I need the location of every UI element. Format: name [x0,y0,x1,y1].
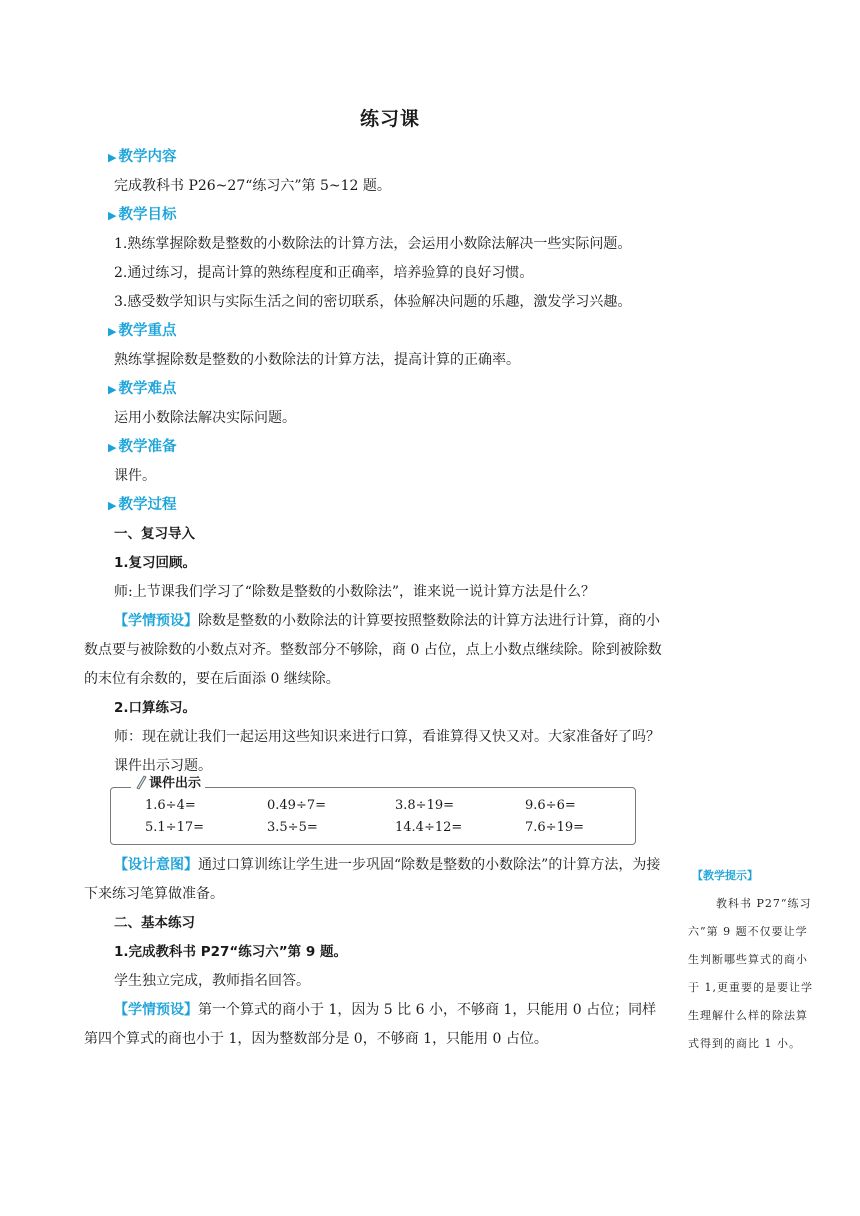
step3-text: 学生独立完成，教师指名回答。 [114,973,310,989]
triangle-icon: ▶ [108,383,117,396]
exercise-item: 9.6÷6= [525,798,576,813]
triangle-icon: ▶ [108,151,117,164]
step2-show: 课件出示习题。 [114,758,212,774]
step2-teacher: 师：现在就让我们一起运用这些知识来进行口算，看谁算得又快又对。大家准备好了吗？ [114,729,660,745]
process-heading: ▶ 教学过程 [108,497,177,513]
preset-tag: 【学情预设】 [114,1002,198,1018]
content-text: 完成教科书 P26~27“练习六”第 5~12 题。 [114,178,391,194]
exercise-item: 1.6÷4= [145,798,196,813]
page-title: 练习课 [359,108,420,130]
goal-item: 3.感受数学知识与实际生活之间的密切联系，体验解决问题的乐趣，激发学习兴趣。 [114,294,632,310]
preset-tag: 【学情预设】 [114,613,198,629]
content-heading: ▶ 教学内容 [108,149,177,165]
design-tag: 【设计意图】 [114,857,198,873]
goal-item: 1.熟练掌握除数是整数的小数除法的计算方法，会运用小数除法解决一些实际问题。 [114,236,632,252]
lesson-body [84,143,664,1054]
key-heading: ▶ 教学重点 [108,323,177,339]
key-text: 熟练掌握除数是整数的小数除法的计算方法，提高计算的正确率。 [114,352,520,368]
exercise-item: 0.49÷7= [267,798,327,813]
sidebar-title: 【教学提示】 [692,869,758,882]
difficulty-heading: ▶ 教学难点 [108,381,177,397]
step1-title: 1.复习回顾。 [114,555,197,571]
exercise-item: 7.6÷19= [525,820,585,835]
step3-title: 1.完成教科书 P27“练习六”第 9 题。 [114,944,347,960]
triangle-icon: ▶ [108,441,117,454]
preset1-paragraph: 【学情预设】除数是整数的小数除法的计算要按照整数除法的计算方法进行计算，商的小数点要与被除数的小数点对齐。整数部分不够除，商 0 占位，点上小数点继续除。除到被除数的末位有余数的，要在后面添 0 继续除。 [84,613,662,687]
exercise-item: 3.8÷19= [395,798,455,813]
prep-heading: ▶ 教学准备 [108,439,177,455]
part2-title: 二、基本练习 [114,915,195,931]
exercise-item: 5.1÷17= [145,820,205,835]
sidebar-text: 教科书 P27“练习六”第 9 题不仅要让学生判断哪些算式的商小于 1,更重要的是要让学生理解什么样的除法算式得到的商比 1 小。 [688,897,813,1050]
goal-item: 2.通过练习，提高计算的熟练程度和正确率，培养验算的良好习惯。 [114,265,534,281]
design-paragraph: 【设计意图】通过口算训练让学生进一步巩固“除数是整数的小数除法”的计算方法，为接下来练习笔算做准备。 [84,857,661,902]
triangle-icon: ▶ [108,499,117,512]
difficulty-text: 运用小数除法解决实际问题。 [114,410,296,426]
preset2-paragraph: 【学情预设】第一个算式的商小于 1，因为 5 比 6 小，不够商 1，只能用 0 占位；同样第四个算式的商也小于 1，因为整数部分是 0，不够商 1，只能用 0 占位。 [84,1002,657,1047]
part1-title: 一、复习导入 [114,526,195,542]
step2-title: 2.口算练习。 [114,700,197,716]
box-label: 课件出示 [131,774,205,794]
exercise-box [110,776,636,845]
teaching-tip-sidebar [688,862,818,1058]
prep-text: 课件。 [114,468,156,484]
exercise-item: 14.4÷12= [395,820,463,835]
exercise-item: 3.5÷5= [267,820,318,835]
pen-icon [135,774,147,790]
step1-teacher: 师:上节课我们学习了“除数是整数的小数除法”，谁来说一说计算方法是什么？ [114,584,596,600]
goals-heading: ▶ 教学目标 [108,207,177,223]
triangle-icon: ▶ [108,209,117,222]
triangle-icon: ▶ [108,325,117,338]
